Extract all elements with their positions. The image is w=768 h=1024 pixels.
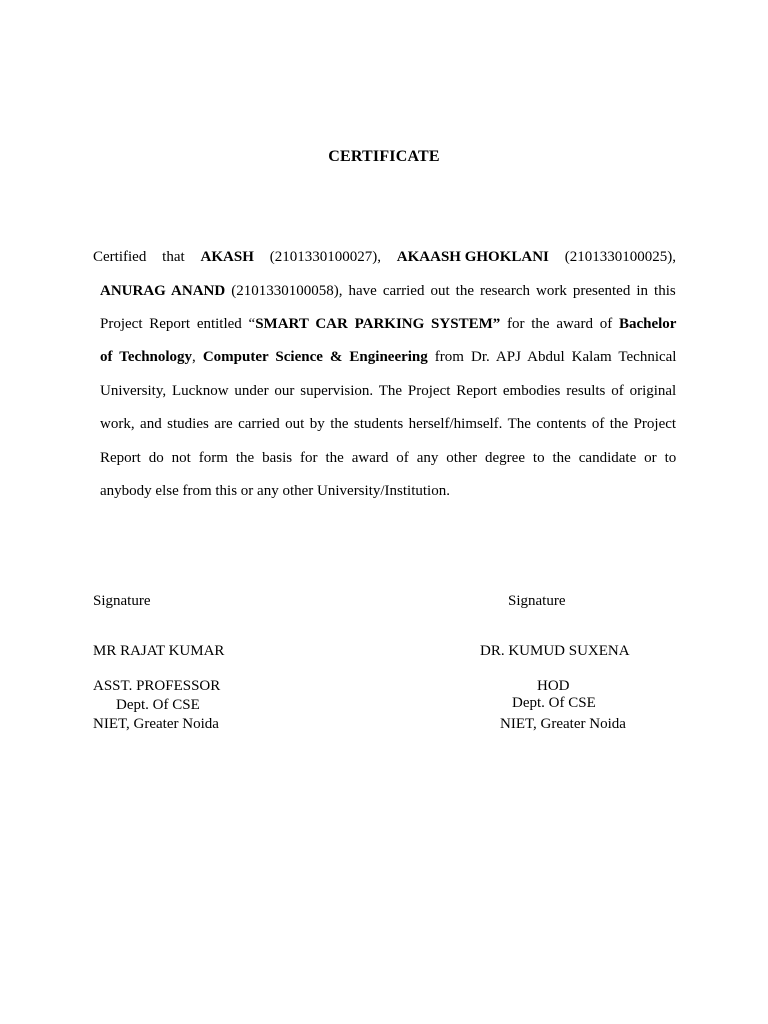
body-word: Certified [93, 249, 147, 265]
student-name: AKASH [200, 249, 254, 265]
signatory-department-left: Dept. Of CSE [116, 697, 200, 713]
signature-label-left: Signature [93, 593, 151, 609]
signatory-department-right: Dept. Of CSE [512, 695, 596, 711]
signatory-designation-left: ASST. PROFESSOR [93, 678, 221, 694]
body-line-7: Report do not form the basis for the award of any other degree to the candidate or to [100, 450, 677, 466]
student-name: AKAASH GHOKLANI [396, 249, 549, 265]
roll-number: (2101330100025), [564, 249, 676, 265]
body-text: for the award of [500, 316, 619, 332]
body-line-8: anybody else from this or any other University/Institution. [100, 483, 450, 499]
body-line-5: University, Lucknow under our supervision. The Project Report embodies results of original [100, 383, 677, 399]
page-title: CERTIFICATE [328, 148, 440, 165]
signatory-designation-right: HOD [537, 678, 570, 694]
body-text: (2101330100058), have carried out the research work presented in this [225, 283, 676, 299]
branch-name: Computer Science & Engineering [202, 349, 428, 365]
body-text: , [192, 349, 203, 365]
roll-number: (2101330100027), [269, 249, 381, 265]
body-text: from Dr. APJ Abdul Kalam Technical [427, 349, 677, 365]
degree-name: of Technology [100, 349, 193, 365]
signatory-institute-right: NIET, Greater Noida [500, 716, 626, 732]
degree-name: Bachelor [618, 316, 677, 332]
student-name: ANURAG ANAND [100, 283, 226, 299]
signatory-institute-left: NIET, Greater Noida [93, 716, 219, 732]
body-line-2 [100, 281, 676, 301]
body-word: that [162, 249, 185, 265]
body-line-3 [100, 314, 676, 334]
signatory-name-right: DR. KUMUD SUXENA [480, 643, 630, 659]
body-line-4 [100, 347, 676, 367]
signatory-name-left: MR RAJAT KUMAR [93, 643, 225, 659]
body-line-1 [93, 247, 676, 267]
body-line-6: work, and studies are carried out by the students herself/himself. The contents of the Project [100, 416, 677, 432]
body-text: Project Report entitled “ [100, 316, 256, 332]
signature-label-right: Signature [508, 593, 566, 609]
project-title: SMART CAR PARKING SYSTEM” [255, 316, 501, 332]
